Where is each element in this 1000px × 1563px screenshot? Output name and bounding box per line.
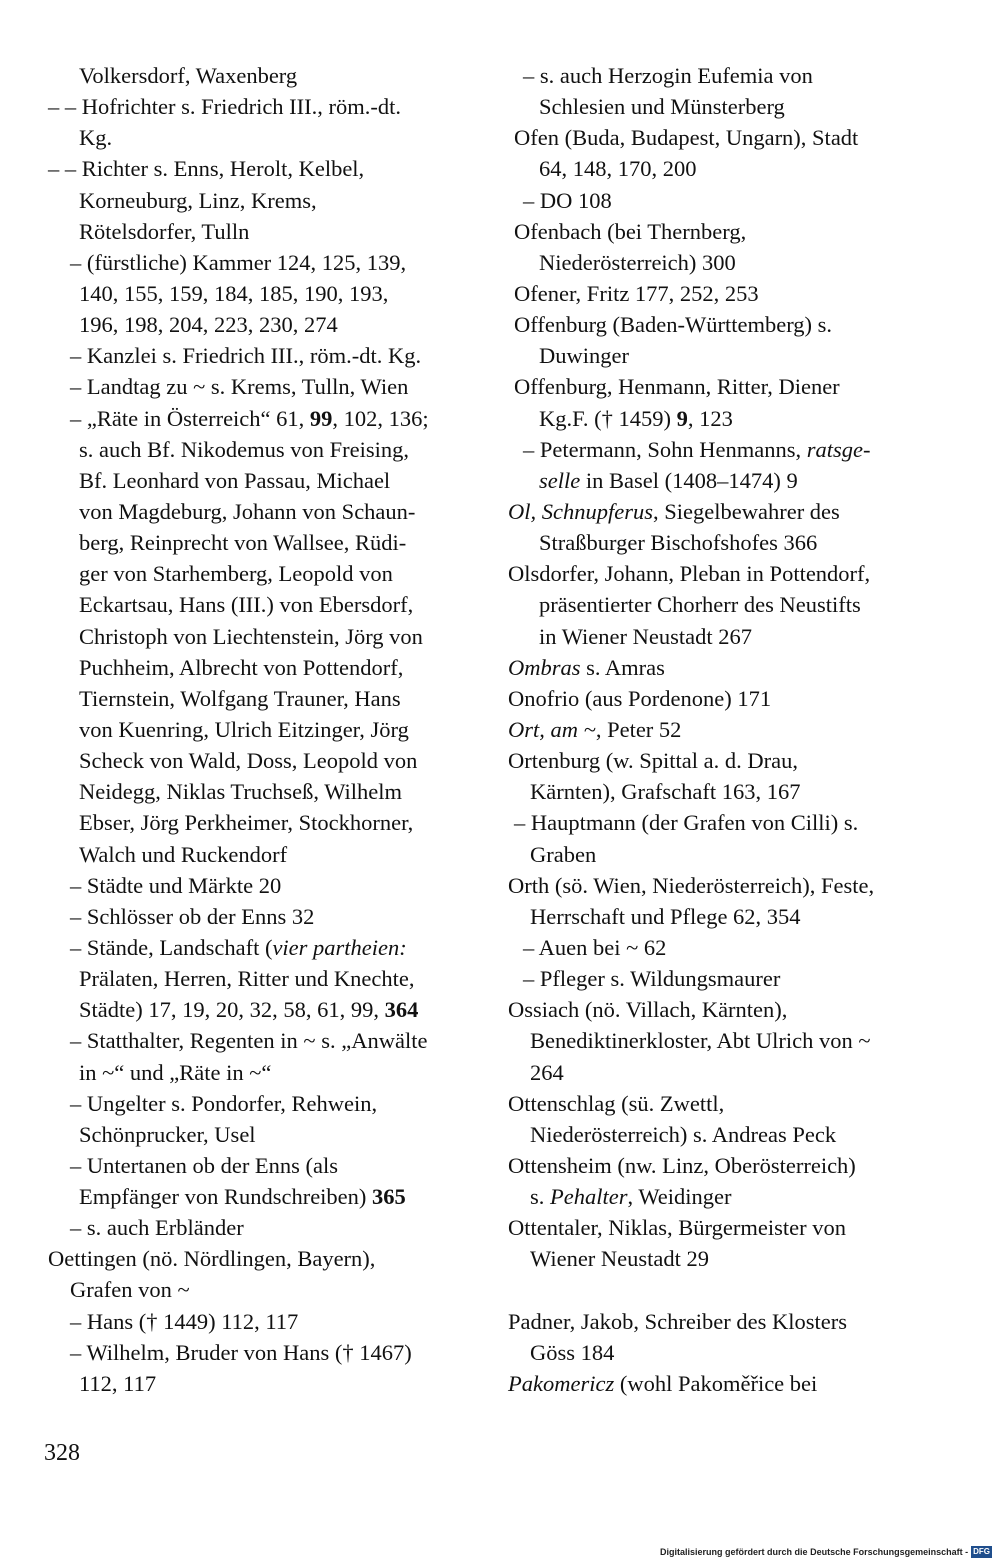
index-line — [508, 901, 958, 932]
index-line-text: – – Richter s. Enns, Herolt, Kelbel, — [48, 156, 365, 182]
index-line-text: – Hauptmann (der Grafen von Cilli) s. — [514, 810, 859, 836]
index-line — [508, 496, 958, 527]
index-line-text: – Wilhelm, Bruder von Hans († 1467) — [70, 1339, 412, 1365]
index-line — [508, 278, 958, 309]
index-line — [48, 901, 488, 932]
index-line-text: Tiernstein, Wolfgang Trauner, Hans — [79, 685, 401, 711]
index-line — [48, 496, 488, 527]
index-line-text: 264 — [530, 1059, 564, 1085]
index-line — [508, 776, 958, 807]
index-line — [508, 340, 958, 371]
index-line — [48, 1181, 488, 1212]
index-line-text: Göss 184 — [530, 1339, 615, 1365]
index-line — [508, 1243, 958, 1274]
index-line-text: Pakomericz — [508, 1370, 615, 1396]
index-line — [508, 683, 958, 714]
index-line-text: Kärnten), Grafschaft 163, 167 — [530, 779, 801, 805]
index-line — [48, 1306, 488, 1337]
index-line — [508, 621, 958, 652]
index-line — [48, 558, 488, 589]
index-line-text: Olsdorfer, Johann, Pleban in Pottendorf, — [508, 561, 871, 587]
index-line — [48, 309, 488, 340]
page-number: 328 — [44, 1440, 80, 1466]
index-line-text: s. Amras — [580, 654, 665, 680]
index-line — [508, 1306, 958, 1337]
index-line-text: Puchheim, Albrecht von Pottendorf, — [79, 654, 404, 680]
index-line-text: , Weidinger — [627, 1184, 732, 1210]
index-line — [508, 870, 958, 901]
index-line-text: Ebser, Jörg Perkheimer, Stockhorner, — [79, 810, 414, 836]
index-line-text: 196, 198, 204, 223, 230, 274 — [79, 312, 338, 338]
index-line — [508, 122, 958, 153]
index-line-text: , 102, 136; — [332, 405, 429, 431]
index-line — [48, 122, 488, 153]
index-line-text: 140, 155, 159, 184, 185, 190, 193, — [79, 280, 389, 306]
index-line — [508, 60, 958, 91]
index-line-text: Niederösterreich) 300 — [539, 249, 736, 275]
index-line — [48, 1150, 488, 1181]
index-line — [508, 247, 958, 278]
index-line-text: 364 — [384, 997, 419, 1023]
index-line-text: – DO 108 — [523, 187, 612, 213]
index-line — [508, 807, 958, 838]
index-line — [508, 558, 958, 589]
digitization-footer — [660, 1546, 992, 1558]
index-line — [48, 340, 488, 371]
index-line — [48, 1337, 488, 1368]
index-line — [48, 527, 488, 558]
index-line — [508, 403, 958, 434]
index-line-text: Ottenschlag (sü. Zwettl, — [508, 1090, 725, 1116]
index-line-text: , Peter 52 — [595, 716, 682, 742]
index-line — [48, 403, 488, 434]
index-line-text: – Stände, Landschaft ( — [70, 934, 273, 960]
index-line — [508, 1181, 958, 1212]
index-line — [48, 745, 488, 776]
index-line — [508, 153, 958, 184]
index-line-text: Ombras — [508, 654, 581, 680]
index-line-text: Christoph von Liechtenstein, Jörg von — [79, 623, 423, 649]
index-line-text: Wiener Neustadt 29 — [530, 1246, 710, 1272]
index-line — [48, 278, 488, 309]
index-line-text: Scheck von Wald, Doss, Leopold von — [79, 748, 418, 774]
index-line — [508, 309, 958, 340]
index-line-text: Ortenburg (w. Spittal a. d. Drau, — [508, 748, 798, 774]
index-line-text: – Petermann, Sohn Henmanns, — [523, 436, 807, 462]
index-line — [48, 91, 488, 122]
index-line-text: Bf. Leonhard von Passau, Michael — [79, 467, 391, 493]
index-line-text: Städte) 17, 19, 20, 32, 58, 61, 99, — [79, 997, 385, 1023]
index-line-text: Prälaten, Herren, Ritter und Knechte, — [79, 966, 415, 992]
index-line — [48, 216, 488, 247]
index-line-text: – (fürstliche) Kammer 124, 125, 139, — [70, 249, 407, 275]
index-line-text: von Kuenring, Ulrich Eitzinger, Jörg — [79, 716, 409, 742]
index-line-text: ratsge- — [806, 436, 871, 462]
index-line-text: vier partheien: — [272, 934, 407, 960]
index-line-text: Ossiach (nö. Villach, Kärnten), — [508, 997, 788, 1023]
index-line-text: , 123 — [687, 405, 733, 431]
index-line — [48, 621, 488, 652]
index-line-text: in Wiener Neustadt 267 — [539, 623, 753, 649]
index-line — [508, 963, 958, 994]
index-line — [48, 652, 488, 683]
index-line — [48, 963, 488, 994]
index-column-left — [48, 60, 488, 1399]
index-line — [508, 216, 958, 247]
index-line — [48, 247, 488, 278]
index-line — [48, 714, 488, 745]
index-line-text: – – Hofrichter s. Friedrich III., röm.-dt. — [48, 94, 402, 120]
index-line-text: selle — [539, 467, 581, 493]
index-line-text: 365 — [372, 1184, 406, 1210]
index-line-text: Volkersdorf, Waxenberg — [79, 63, 298, 88]
footer-text: Digitalisierung gefördert durch die Deutsche Forschungsgemeinschaft - — [660, 1547, 969, 1557]
index-line-text: – Ungelter s. Pondorfer, Rehwein, — [70, 1090, 378, 1116]
index-line — [508, 745, 958, 776]
index-line-text: s. — [530, 1184, 551, 1210]
index-line-text: Graben — [530, 841, 597, 867]
index-line-text: berg, Reinprecht von Wallsee, Rüdi- — [79, 530, 407, 556]
index-line-text: 9 — [676, 405, 688, 431]
index-line-text: Ofenbach (bei Thernberg, — [514, 218, 747, 244]
index-line-text: Oettingen (nö. Nördlingen, Bayern), — [48, 1246, 376, 1272]
index-line-text: Ottensheim (nw. Linz, Oberösterreich) — [508, 1152, 856, 1178]
index-line — [508, 1150, 958, 1181]
index-line-text: Grafen von ~ — [70, 1277, 190, 1303]
index-line-text: Korneuburg, Linz, Krems, — [79, 187, 317, 213]
index-line-text: Ol, Schnupferus — [508, 498, 653, 524]
index-line-text: Neidegg, Niklas Truchseß, Wilhelm — [79, 779, 403, 805]
index-line-text: Kg. — [79, 125, 113, 151]
index-line-text: Ofener, Fritz 177, 252, 253 — [514, 280, 759, 306]
index-line-text: 99 — [309, 405, 333, 431]
index-line — [508, 1057, 958, 1088]
index-line — [508, 1337, 958, 1368]
index-line — [48, 1243, 488, 1274]
index-line-text: Orth (sö. Wien, Niederösterreich), Feste, — [508, 872, 875, 898]
index-line — [48, 1274, 488, 1305]
index-line-text: – Städte und Märkte 20 — [70, 872, 282, 898]
index-line — [508, 185, 958, 216]
index-line-text: s. auch Bf. Nikodemus von Freising, — [79, 436, 409, 462]
index-line-text: Niederösterreich) s. Andreas Peck — [530, 1121, 837, 1147]
index-line-text: in Basel (1408–1474) 9 — [580, 467, 798, 493]
index-line-text: von Magdeburg, Johann von Schaun- — [79, 498, 416, 524]
index-line — [48, 371, 488, 402]
index-line — [508, 589, 958, 620]
index-line-text: Schlesien und Münsterberg — [539, 94, 785, 120]
index-line-text: Ottentaler, Niklas, Bürgermeister von — [508, 1215, 846, 1241]
index-line — [508, 1088, 958, 1119]
index-line — [508, 1368, 958, 1399]
index-line-text: Benediktinerkloster, Abt Ulrich von ~ — [530, 1028, 871, 1054]
index-line-text: – Auen bei ~ 62 — [523, 934, 667, 960]
index-line-text: Walch und Ruckendorf — [79, 841, 288, 867]
index-line-text: Kg.F. († 1459) — [539, 405, 677, 431]
index-line — [48, 683, 488, 714]
index-line-text: Offenburg (Baden-Württemberg) s. — [514, 312, 833, 338]
index-line-text: Ofen (Buda, Budapest, Ungarn), Stadt — [514, 125, 859, 151]
index-line-text: – Schlösser ob der Enns 32 — [70, 903, 315, 929]
index-line-text: Empfänger von Rundschreiben) — [79, 1184, 373, 1210]
index-line-text: , Siegelbewahrer des — [653, 498, 840, 524]
index-line-text: – Landtag zu ~ s. Krems, Tulln, Wien — [70, 374, 409, 400]
index-line — [48, 1119, 488, 1150]
index-line — [508, 527, 958, 558]
entry-spacer — [508, 1274, 958, 1305]
index-line — [48, 465, 488, 496]
index-line — [48, 1088, 488, 1119]
index-line-text: präsentierter Chorherr des Neustifts — [539, 592, 861, 618]
index-line-text: Straßburger Bischofshofes 366 — [539, 530, 818, 556]
index-line — [508, 1119, 958, 1150]
index-line — [48, 185, 488, 216]
index-line-text: Pehalter — [550, 1184, 628, 1210]
index-line-text: – s. auch Erbländer — [70, 1215, 244, 1241]
index-line — [508, 465, 958, 496]
index-line — [508, 1212, 958, 1243]
index-line — [48, 870, 488, 901]
index-line — [508, 371, 958, 402]
index-line-text: Padner, Jakob, Schreiber des Klosters — [508, 1308, 848, 1334]
index-line — [48, 839, 488, 870]
index-line-text: Rötelsdorfer, Tulln — [79, 218, 250, 244]
index-line-text: Herrschaft und Pflege 62, 354 — [530, 903, 801, 929]
index-line — [48, 153, 488, 184]
index-line — [48, 1057, 488, 1088]
index-line — [48, 1368, 488, 1399]
index-line — [508, 652, 958, 683]
index-line-text: – Kanzlei s. Friedrich III., röm.-dt. Kg. — [70, 343, 422, 369]
index-line-text: Eckartsau, Hans (III.) von Ebersdorf, — [79, 592, 414, 618]
index-line — [508, 434, 958, 465]
dfg-logo: DFG — [973, 1547, 990, 1556]
index-line — [48, 1025, 488, 1056]
index-line-text: – Pfleger s. Wildungsmaurer — [523, 966, 781, 992]
index-line — [48, 60, 488, 91]
index-line-text: Offenburg, Henmann, Ritter, Diener — [514, 374, 840, 400]
index-line — [48, 434, 488, 465]
index-line-text: ger von Starhemberg, Leopold von — [79, 561, 393, 587]
index-line — [508, 994, 958, 1025]
index-line — [48, 994, 488, 1025]
index-line-text: – „Räte in Österreich“ 61, — [70, 405, 310, 431]
index-line-text: 64, 148, 170, 200 — [539, 156, 697, 182]
index-line-text: in ~“ und „Räte in ~“ — [79, 1059, 272, 1085]
index-line — [508, 1025, 958, 1056]
index-line-text: Duwinger — [539, 343, 629, 369]
index-line — [48, 807, 488, 838]
index-line-text: – s. auch Herzogin Eufemia von — [523, 63, 813, 88]
index-line-text: – Untertanen ob der Enns (als — [70, 1152, 339, 1178]
index-line — [48, 589, 488, 620]
index-line — [48, 1212, 488, 1243]
index-line-text: Schönprucker, Usel — [79, 1121, 256, 1147]
index-line — [508, 91, 958, 122]
index-line — [48, 776, 488, 807]
index-line-text: Ort, am ~ — [508, 716, 596, 742]
index-line-text: – Statthalter, Regenten in ~ s. „Anwälte — [70, 1028, 428, 1054]
index-line-text: (wohl Pakoměřice bei — [614, 1370, 818, 1396]
index-line — [508, 932, 958, 963]
index-line-text: Onofrio (aus Pordenone) 171 — [508, 685, 772, 711]
index-line — [508, 714, 958, 745]
index-column-right — [508, 60, 958, 1399]
index-line-text: – Hans († 1449) 112, 117 — [70, 1308, 299, 1334]
index-line — [48, 932, 488, 963]
index-line-text: 112, 117 — [79, 1370, 157, 1396]
index-line — [508, 839, 958, 870]
